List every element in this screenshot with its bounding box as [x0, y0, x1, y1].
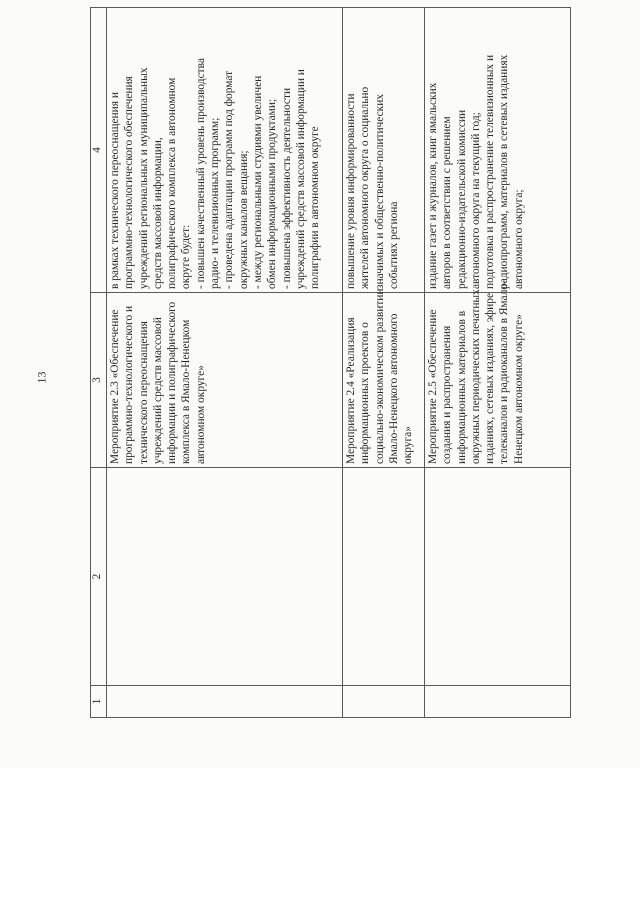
text-line: информационных материалов в [455, 310, 468, 464]
measure-title-cell [343, 288, 425, 468]
cell-col-1 [107, 686, 343, 718]
text-line: - повышен качественный уровень производства [194, 58, 207, 289]
text-line: повышение уровня информированности [345, 93, 357, 289]
text-line: автономного округа; [512, 189, 525, 289]
page-margin [0, 768, 640, 905]
text-line: учреждений средств массовой [151, 317, 164, 464]
text-line: технического переоснащения [137, 321, 150, 464]
text-line: в рамках технического переоснащения и [109, 92, 121, 289]
text-line: комплекса в Ямало-Ненецком [180, 319, 193, 464]
cell-col-1 [343, 686, 425, 718]
text-line: Мероприятие 2.4 «Реализация [345, 317, 357, 464]
cell-col-2 [343, 468, 425, 686]
text-line: округа» [402, 426, 415, 464]
text-line: подготовка и распространение телевизионных и [484, 54, 497, 289]
text-line: автономного округа на текущий год; [469, 112, 482, 289]
header-col-1: 1 [91, 686, 107, 718]
text-line: учреждений средств массовой информации и [294, 69, 307, 289]
text-line: жителей автономного округа о социально [359, 86, 372, 289]
text-line: радиопрограмм, материалов в сетевых изданиях [498, 54, 511, 289]
table-header-row [91, 8, 107, 718]
text-line: изданиях, сетевых изданиях, эфире [484, 292, 497, 464]
text-line: - между региональными студиями увеличен [251, 75, 264, 289]
measures-table [90, 7, 571, 718]
text-line: значимых и общественно-политических [373, 94, 386, 289]
cell-col-2 [107, 468, 343, 686]
text-line: полиграфического комплекса в автономном [166, 77, 179, 289]
text-line: создания и распространения [441, 325, 454, 464]
header-col-2: 2 [91, 468, 107, 686]
measure-result-cell [343, 8, 425, 293]
table-row [425, 8, 571, 718]
text-line: Ямало-Ненецкого автономного [387, 313, 400, 464]
text-line: средств массовой информации, [151, 137, 164, 289]
text-line: радио- и телевизионных программ; [209, 117, 222, 289]
text-line: программно-технологического и [123, 305, 136, 464]
text-line: окружных периодических печатных [469, 289, 482, 464]
text-line: редакционно-издательской комиссии [455, 109, 468, 289]
text-line: социально-экономическом развитии [373, 288, 386, 464]
text-line: Ненецком автономном округе» [512, 314, 525, 464]
text-line: телеканалов и радиоканалов в Ямало- [498, 280, 511, 464]
text-line: событиях региона [387, 201, 400, 289]
measure-title-cell [107, 293, 343, 468]
text-line: информационных проектов о [359, 322, 372, 464]
text-line: - проведена адаптации программ под формат [223, 70, 236, 289]
text-line: полиграфии в автономном округе [309, 126, 322, 289]
table-row [107, 8, 343, 718]
measure-result-cell [425, 8, 571, 293]
text-line: Мероприятие 2.5 «Обеспечение [427, 309, 439, 464]
text-line: учреждений региональных и муниципальных [137, 67, 150, 289]
text-line: обмен информационными продуктами; [266, 98, 279, 289]
text-line: окружных каналов вещания; [237, 150, 250, 289]
text-line: автономном округе» [194, 365, 207, 464]
text-line: округе будет: [180, 224, 193, 289]
cell-col-2 [425, 468, 571, 686]
page-number: 13 [34, 371, 49, 384]
cell-col-1 [425, 686, 571, 718]
text-line: информации и полиграфического [166, 301, 179, 464]
text-line: издание газет и журналов, книг ямальских [427, 82, 439, 289]
text-line: авторов в соответствии с решением [441, 116, 454, 289]
header-col-4: 4 [91, 8, 107, 293]
measure-result-cell [107, 8, 343, 293]
measure-title-cell [425, 280, 571, 468]
table-row [343, 8, 425, 718]
text-line: - повышена эффективность деятельности [280, 87, 293, 289]
rotated-table-container [90, 8, 570, 718]
header-col-3: 3 [91, 293, 107, 468]
text-line: программно-технологического обеспечения [123, 76, 136, 289]
text-line: Мероприятие 2.3 «Обеспечение [109, 309, 121, 464]
